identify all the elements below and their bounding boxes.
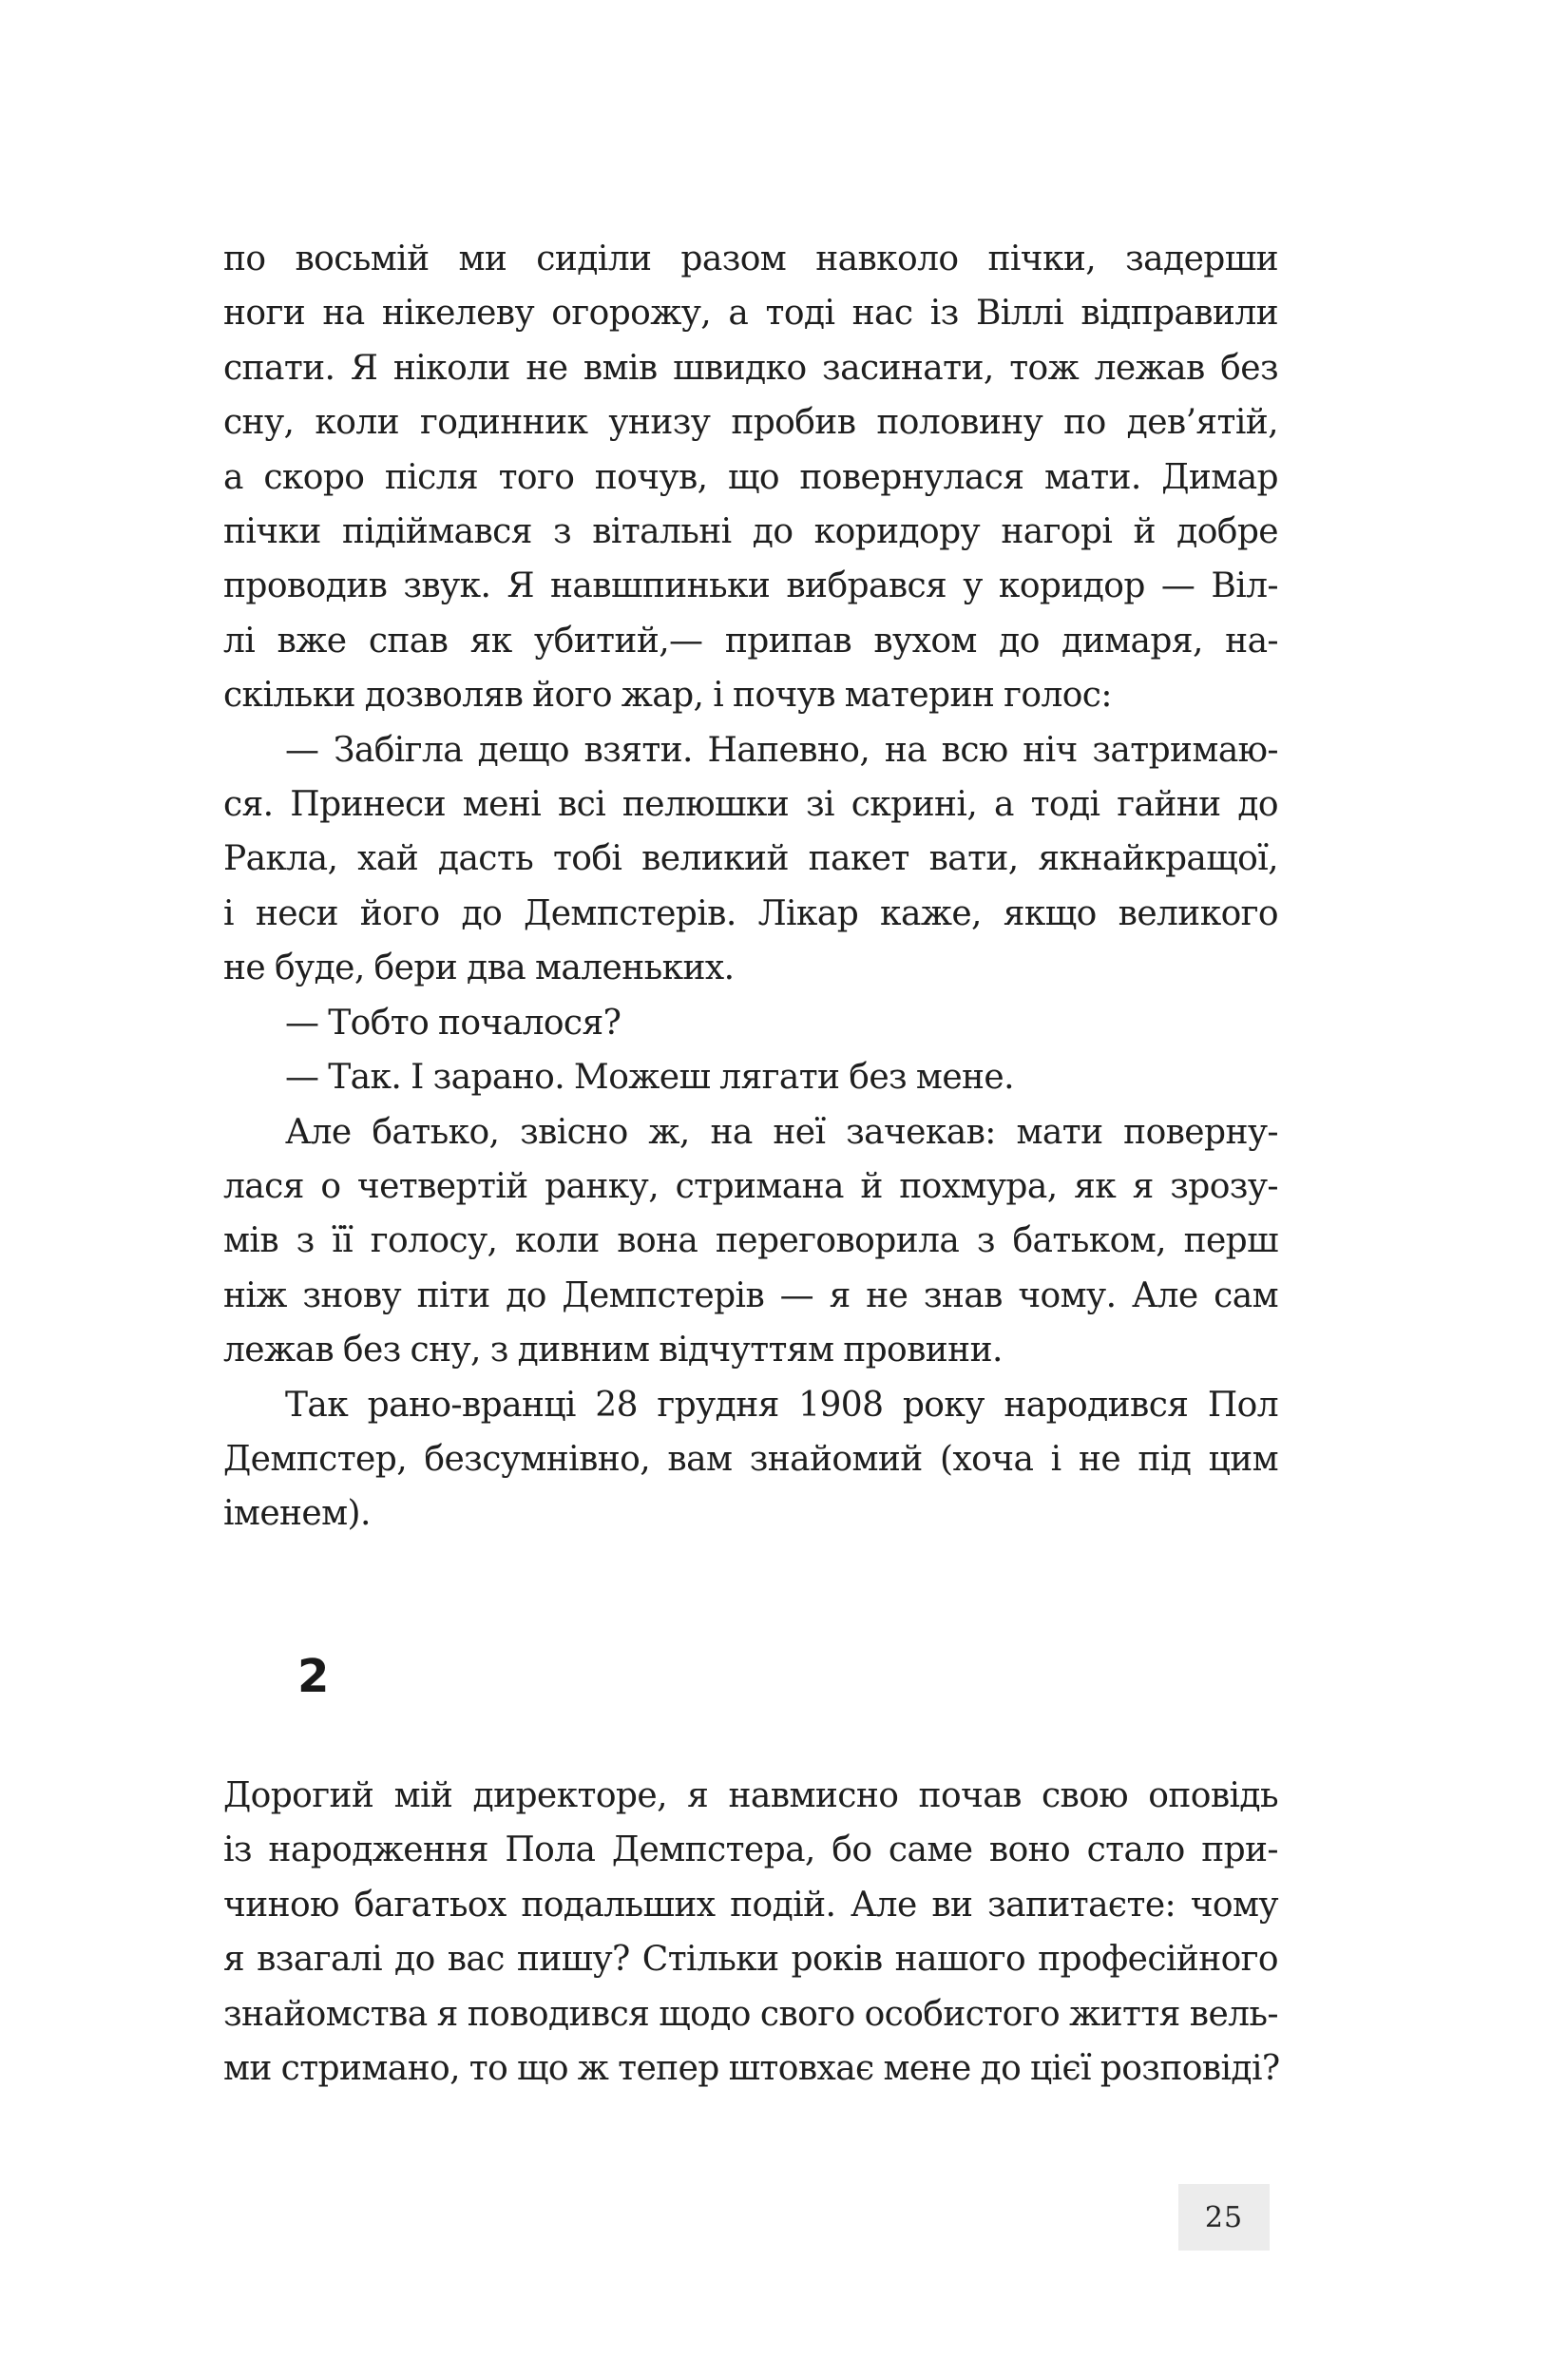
text-line: лежав без сну, з дивним відчуттям провини.	[223, 1331, 1003, 1370]
text-line: спати. Я ніколи не вмів швидко засинати, тож лежав без	[223, 348, 1278, 388]
chapter-number: 2	[297, 1650, 330, 1703]
text-line: іменем).	[223, 1494, 371, 1534]
text-block-chapter-start	[223, 1769, 1278, 2096]
text-line: Демпстер, безсумнівно, вам знайомий (хоча і не під цим	[223, 1439, 1278, 1479]
text-line: ніж знову піти до Демпстерів — я не знав чому. Але сам	[223, 1275, 1278, 1315]
text-line: чиною багатьох подальших подій. Але ви запитаєте: чому	[223, 1885, 1278, 1925]
text-line: ноги на нікелеву огорожу, а тоді нас із Віллі відправили	[223, 294, 1278, 334]
text-line: пічки підіймався з вітальні до коридору нагорі й добре	[223, 512, 1278, 552]
text-line: ми стримано, то що ж тепер штовхає мене до цієї розповіді?	[223, 2049, 1280, 2089]
text-line: скільки дозволяв його жар, і почув материн голос:	[223, 676, 1112, 716]
dialogue-line: — Забігла дещо взяти. Напевно, на всю ніч затримаю-	[285, 730, 1278, 770]
paragraph-start-line: Так рано-вранці 28 грудня 1908 року народився Пол	[285, 1385, 1278, 1425]
dialogue-line: — Тобто почалося?	[285, 1003, 621, 1043]
text-line: лася о четвертій ранку, стримана й похмура, як я зрозу-	[223, 1166, 1278, 1206]
text-line: Ракла, хай дасть тобі великий пакет вати, якнайкращої,	[223, 839, 1278, 879]
dialogue-line: — Так. І зарано. Можеш лягати без мене.	[285, 1058, 1014, 1098]
text-line: а скоро після того почув, що повернулася мати. Димар	[223, 457, 1278, 497]
text-line: по восьмій ми сиділи разом навколо пічки, задерши	[223, 240, 1278, 278]
text-line: знайомства я поводився щодо свого особистого життя вель-	[223, 1994, 1278, 2034]
text-line: ся. Принеси мені всі пелюшки зі скрині, а тоді гайни до	[223, 785, 1278, 825]
text-line: мів з її голосу, коли вона переговорила з батьком, перш	[223, 1221, 1278, 1261]
text-line: сну, коли годинник унизу пробив половину по дев’ятій,	[223, 403, 1278, 443]
text-block-continuation	[223, 232, 1278, 1542]
page-number: 25	[1204, 2200, 1244, 2234]
text-line: не буде, бери два маленьких.	[223, 948, 735, 988]
text-line: Дорогий мій директоре, я навмисно почав свою оповідь	[223, 1776, 1278, 1815]
text-line: лі вже спав як убитий,— припав вухом до димаря, на-	[223, 621, 1278, 661]
text-line: і неси його до Демпстерів. Лікар каже, якщо великого	[223, 893, 1278, 933]
text-line: проводив звук. Я навшпиньки вибрався у коридор — Віл-	[223, 566, 1278, 606]
text-line: я взагалі до вас пишу? Стільки років нашого професійного	[223, 1940, 1278, 1980]
text-line: із народження Пола Демпстера, бо саме воно стало при-	[223, 1830, 1278, 1870]
page-number-box	[1178, 2184, 1270, 2251]
paragraph-start-line: Але батько, звісно ж, на неї зачекав: мати поверну-	[285, 1112, 1278, 1152]
